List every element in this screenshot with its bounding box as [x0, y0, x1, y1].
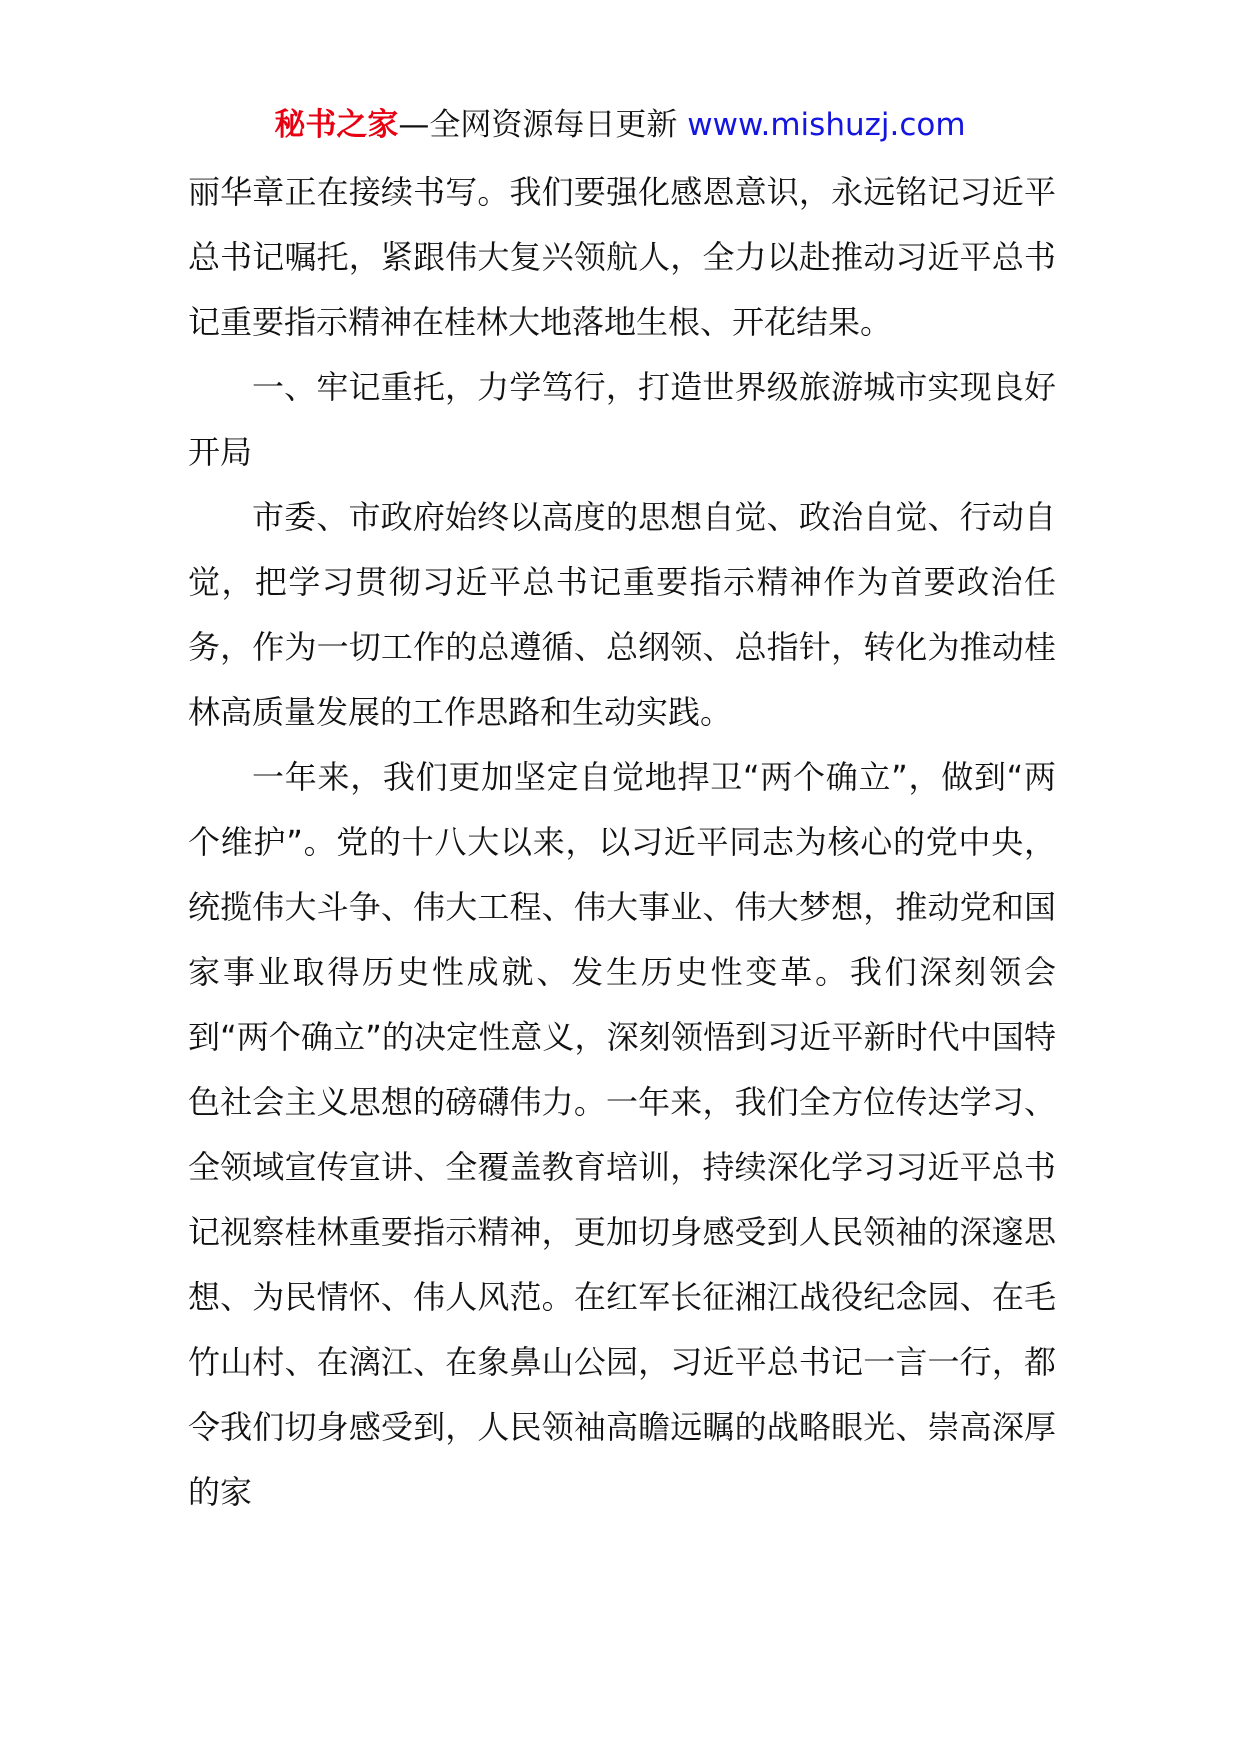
paragraph: 市委、市政府始终以高度的思想自觉、政治自觉、行动自觉，把学习贯彻习近平总书记重要指示精神作为首要政治任务，作为一切工作的总遵循、总纲领、总指针，转化为推动桂林高质量发展的工作思路和生动实践。 [188, 498, 1056, 731]
paragraph: 一年来，我们更加坚定自觉地捍卫“两个确立”，做到“两个维护”。党的十八大以来，以习近平同志为核心的党中央，统揽伟大斗争、伟大工程、伟大事业、伟大梦想，推动党和国家事业取得历史性成就、发生历史性变革。我们深刻领会到“两个确立”的决定性意义，深刻领悟到习近平新时代中国特色社会主义思想的磅礴伟力。一年来，我们全方位传达学习、全领域宣传宣讲、全覆盖教育培训，持续深化学习习近平总书记视察桂林重要指示精神，更加切身感受到人民领袖的深邃思想、为民情怀、伟人风范。在红军长征湘江战役纪念园、在毛竹山村、在漓江、在象鼻山公园，习近平总书记一言一行，都令我们切身感受到，人民领袖高瞻远瞩的战略眼光、崇高深厚的家 [188, 758, 1056, 1511]
page-header [0, 100, 1240, 150]
paragraph: 丽华章正在接续书写。我们要强化感恩意识，永远铭记习近平总书记嘱托，紧跟伟大复兴领航人，全力以赴推动习近平总书记重要指示精神在桂林大地落地生根、开花结果。 [188, 173, 1056, 341]
site-url-link[interactable]: www.mishuzj.com [687, 107, 966, 143]
header-tagline: —全网资源每日更新 [398, 107, 678, 143]
document-body [188, 160, 1056, 1525]
brand-name: 秘书之家 [274, 107, 399, 143]
section-heading: 一、牢记重托，力学笃行，打造世界级旅游城市实现良好开局 [188, 368, 1056, 471]
